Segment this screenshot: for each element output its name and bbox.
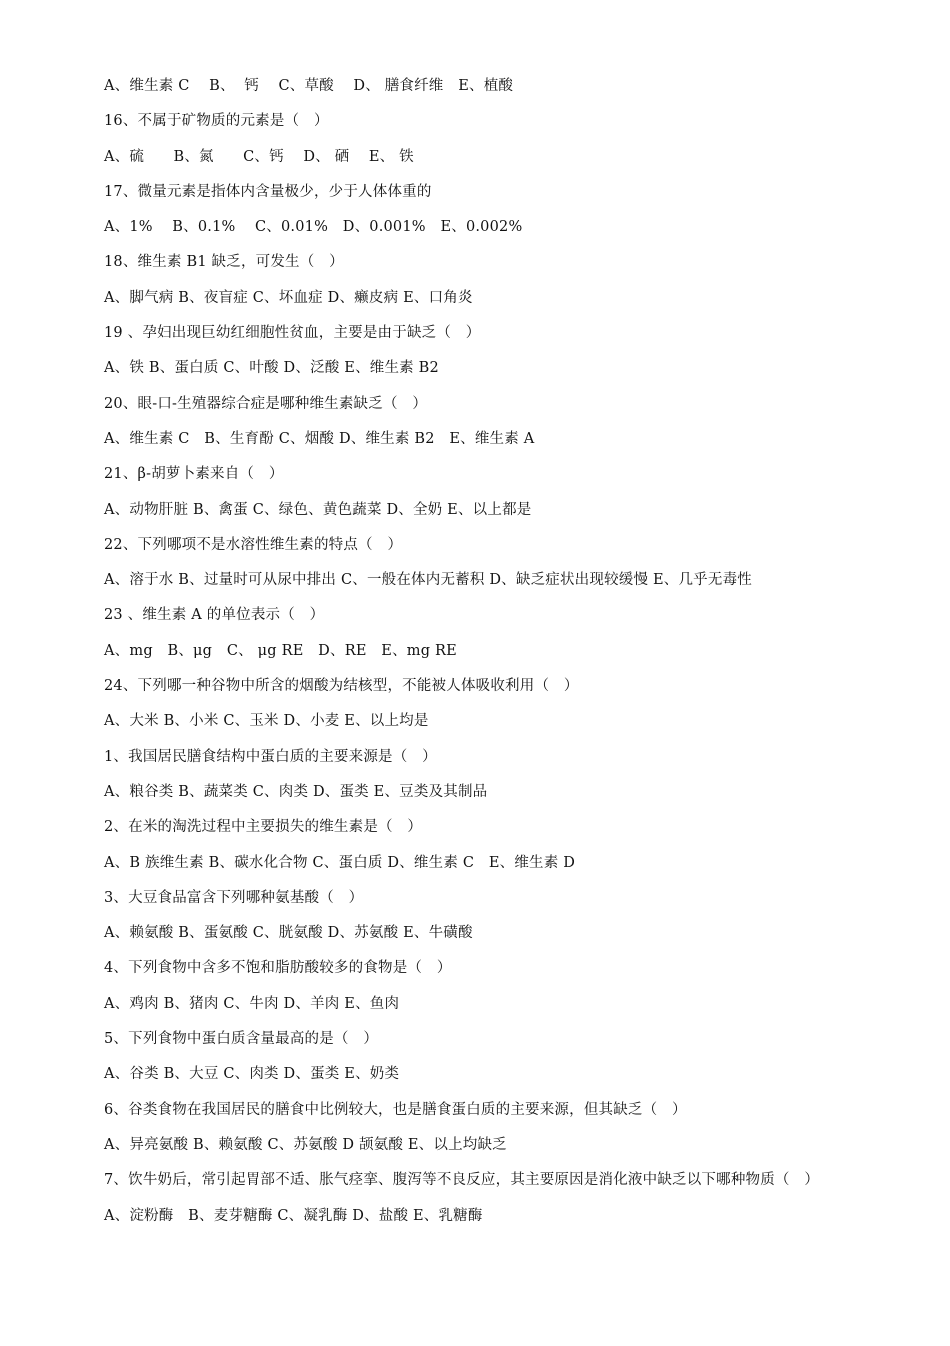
question-18: 18、维生素 B1 缺乏，可发生（ ）: [104, 254, 344, 271]
question-list: [104, 74, 864, 1239]
answer-options-3: A、赖氨酸 B、蛋氨酸 C、胱氨酸 D、苏氨酸 E、牛磺酸: [104, 925, 473, 942]
question-6: 6、谷类食物在我国居民的膳食中比例较大，也是膳食蛋白质的主要来源，但其缺乏（ ）: [104, 1101, 687, 1118]
answer-options-1: A、粮谷类 B、蔬菜类 C、肉类 D、蛋类 E、豆类及其制品: [104, 783, 488, 800]
answer-options-4: A、鸡肉 B、猪肉 C、牛肉 D、羊肉 E、鱼肉: [104, 995, 400, 1012]
question-17: 17、微量元素是指体内含量极少，少于人体体重的: [104, 183, 432, 200]
question-16: 16、不属于矿物质的元素是（ ）: [104, 113, 329, 130]
question-20: 20、眼-口-生殖器综合症是哪种维生素缺乏（ ）: [104, 395, 428, 412]
answer-options-20: A、维生素 C B、生育酚 C、烟酸 D、维生素 B2 E、维生素 A: [104, 430, 535, 447]
answer-options-23: A、mg B、μg C、 μg RE D、RE E、mg RE: [104, 642, 457, 659]
question-3: 3、大豆食品富含下列哪种氨基酸（ ）: [104, 889, 364, 906]
question-1: 1、我国居民膳食结构中蛋白质的主要来源是（ ）: [104, 748, 437, 765]
answer-options-7: A、淀粉酶 B、麦芽糖酶 C、凝乳酶 D、盐酸 E、乳糖酶: [104, 1207, 483, 1224]
question-7: 7、饮牛奶后，常引起胃部不适、胀气痉挛、腹泻等不良反应，其主要原因是消化液中缺乏以下哪种物质（ ）: [104, 1172, 820, 1189]
answer-options-15: A、维生素 C B、 钙 C、草酸 D、 膳食纤维 E、植酸: [104, 78, 514, 94]
answer-options-6: A、异亮氨酸 B、赖氨酸 C、苏氨酸 D 颉氨酸 E、以上均缺乏: [104, 1136, 507, 1153]
question-19: 19 、孕妇出现巨幼红细胞性贫血，主要是由于缺乏（ ）: [104, 325, 481, 342]
answer-options-22: A、溶于水 B、过量时可从尿中排出 C、一般在体内无蓄积 D、缺乏症状出现较缓慢 E、几乎无毒性: [104, 572, 752, 589]
question-24: 24、下列哪一种谷物中所含的烟酸为结核型，不能被人体吸收利用（ ）: [104, 678, 579, 695]
question-22: 22、下列哪项不是水溶性维生素的特点（ ）: [104, 536, 403, 553]
question-21: 21、β-胡萝卜素来自（ ）: [104, 466, 284, 483]
question-4: 4、下列食物中含多不饱和脂肪酸较多的食物是（ ）: [104, 960, 452, 977]
answer-options-17: A、1% B、0.1% C、0.01% D、0.001% E、0.002%: [104, 219, 523, 236]
answer-options-2: A、B 族维生素 B、碳水化合物 C、蛋白质 D、维生素 C E、维生素 D: [104, 854, 576, 871]
question-2: 2、在米的淘洗过程中主要损失的维生素是（ ）: [104, 819, 423, 836]
answer-options-24: A、大米 B、小米 C、玉米 D、小麦 E、以上均是: [104, 713, 429, 730]
answer-options-5: A、谷类 B、大豆 C、肉类 D、蛋类 E、奶类: [104, 1066, 400, 1083]
question-23: 23 、维生素 A 的单位表示（ ）: [104, 607, 325, 624]
answer-options-18: A、脚气病 B、夜盲症 C、坏血症 D、癞皮病 E、口角炎: [104, 289, 473, 306]
answer-options-21: A、动物肝脏 B、禽蛋 C、绿色、黄色蔬菜 D、全奶 E、以上都是: [104, 501, 532, 518]
answer-options-19: A、铁 B、蛋白质 C、叶酸 D、泛酸 E、维生素 B2: [104, 360, 439, 377]
answer-options-16: A、硫 B、氮 C、钙 D、 硒 E、 铁: [104, 148, 414, 165]
question-5: 5、下列食物中蛋白质含量最高的是（ ）: [104, 1031, 379, 1048]
